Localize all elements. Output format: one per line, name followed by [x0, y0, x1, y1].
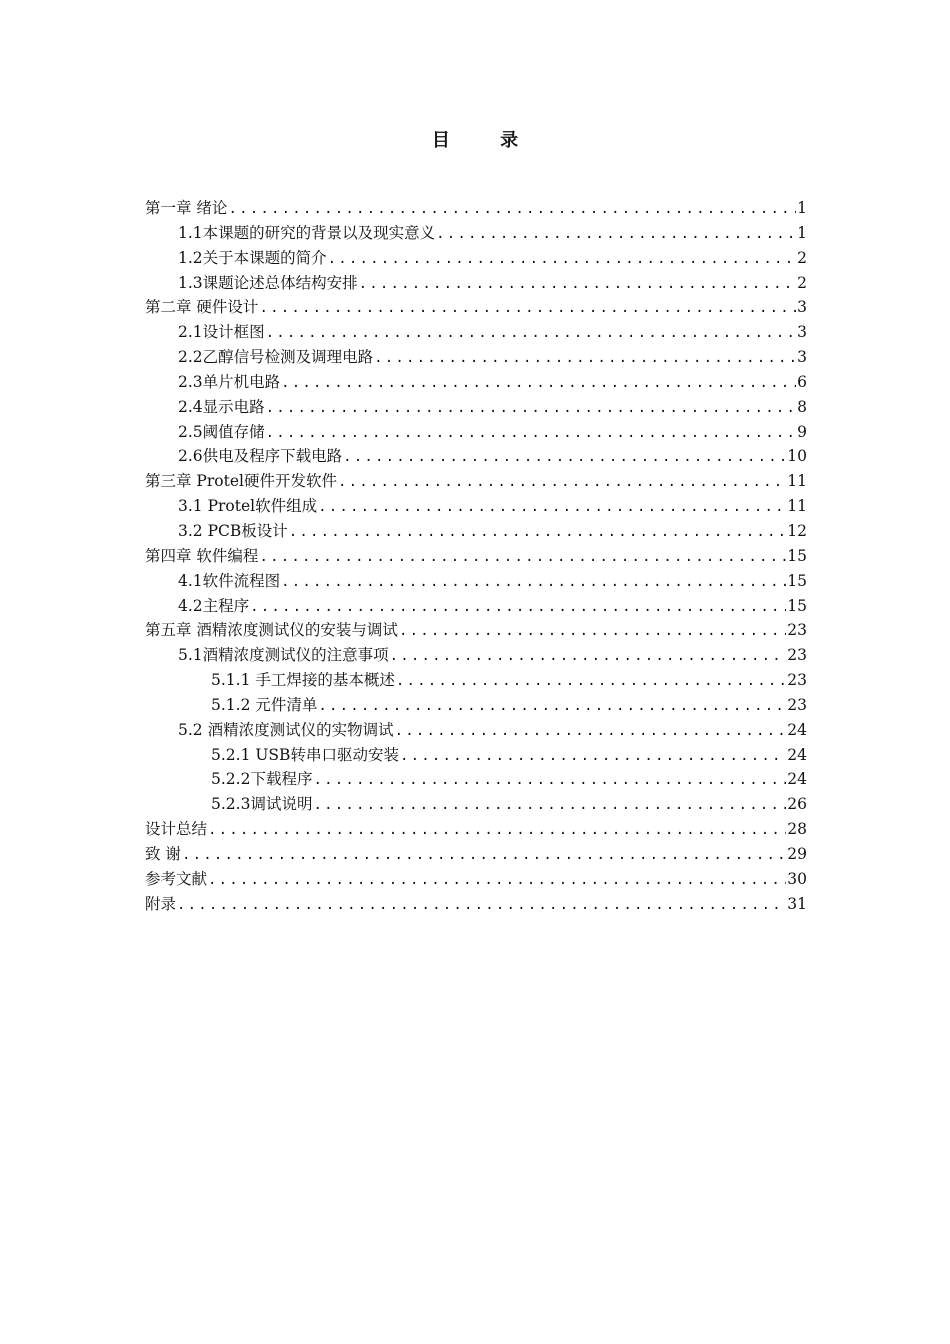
toc-dot-leader: [338, 470, 786, 495]
toc-entry[interactable]: [145, 320, 807, 345]
toc-entry[interactable]: [145, 743, 807, 768]
toc-entry[interactable]: [145, 246, 807, 271]
toc-page-number: 1: [797, 199, 807, 217]
toc-dot-leader: [400, 744, 786, 769]
toc-entry[interactable]: [145, 842, 807, 867]
toc-entry[interactable]: [145, 718, 807, 743]
toc-entry-text: 参考文献: [145, 869, 208, 888]
toc-page-number: 3: [797, 298, 807, 317]
toc-entry-text: 1.1本课题的研究的背景以及现实意义: [178, 223, 436, 242]
toc-entry-text: 1.2关于本课题的简介: [178, 248, 327, 267]
toc-dot-leader: [318, 694, 786, 719]
toc-entry-text: 3.1 Protel软件组成: [178, 497, 318, 516]
toc-entry-text: 3.2 PCB板设计: [178, 521, 288, 540]
toc-entry[interactable]: [145, 370, 807, 395]
toc-dot-leader: [390, 644, 787, 669]
toc-dot-leader: [359, 272, 796, 297]
toc-dot-leader: [250, 595, 786, 620]
toc-dot-leader: [266, 421, 796, 446]
toc-dot-leader: [281, 371, 796, 396]
toc-dot-leader: [208, 868, 786, 893]
toc-entry-text: 第四章 软件编程: [145, 546, 259, 565]
toc-page-number: 6: [797, 372, 807, 391]
toc-page-number: 24: [787, 745, 807, 764]
toc-title: 目 录: [431, 130, 541, 151]
toc-entry-text: 5.2 酒精浓度测试仪的实物调试: [178, 720, 394, 739]
toc-dot-leader: [259, 545, 786, 570]
toc-entry-text: 2.6供电及程序下载电路: [178, 447, 343, 466]
toc-dot-leader: [266, 321, 796, 346]
toc-page-number: 2: [797, 248, 807, 267]
toc-entry-text: 4.1软件流程图: [178, 571, 281, 590]
toc-entry[interactable]: [145, 221, 807, 246]
toc-page-number: 8: [797, 397, 807, 416]
toc-page-number: 12: [787, 521, 807, 540]
toc-entry[interactable]: [145, 618, 807, 643]
toc-entry-text: 2.4显示电路: [178, 397, 265, 416]
toc-entry[interactable]: [145, 345, 807, 370]
toc-page-number: 15: [787, 596, 807, 615]
toc-entry-text: 5.2.2下载程序: [211, 770, 313, 789]
toc-page-number: 3: [797, 323, 807, 342]
toc-entry[interactable]: [145, 469, 807, 494]
toc-entry-text: 附录: [145, 894, 177, 913]
toc-entry[interactable]: [145, 569, 807, 594]
toc-entry[interactable]: [145, 519, 807, 544]
toc-entry-text: 第二章 硬件设计: [145, 298, 259, 317]
toc-dot-leader: [343, 445, 786, 470]
toc-entry[interactable]: [145, 817, 807, 842]
toc-page-number: 23: [787, 671, 807, 690]
toc-dot-leader: [328, 247, 796, 272]
toc-entry-text: 2.1设计框图: [178, 323, 265, 342]
toc-page-number: 10: [787, 447, 807, 466]
toc-page-number: 15: [787, 546, 807, 565]
toc-page-number: 23: [787, 621, 807, 640]
toc-dot-leader: [318, 495, 786, 520]
toc-page-number: 3: [797, 348, 807, 367]
toc-entry-text: 2.5阈值存储: [178, 422, 265, 441]
toc-entry[interactable]: [145, 867, 807, 892]
toc-page-number: 29: [787, 844, 807, 863]
toc-dot-leader: [177, 893, 786, 918]
toc-entry[interactable]: [145, 693, 807, 718]
toc-entry[interactable]: [145, 668, 807, 693]
toc-entry-text: 5.1酒精浓度测试仪的注意事项: [178, 646, 389, 665]
toc-page-number: 23: [787, 695, 807, 714]
toc-dot-leader: [266, 396, 796, 421]
toc-entry-text: 第三章 Protel硬件开发软件: [145, 472, 337, 491]
toc-entry-text: 第五章 酒精浓度测试仪的安装与调试: [145, 621, 398, 640]
toc-dot-leader: [259, 296, 796, 321]
toc-page-number: 26: [787, 795, 807, 814]
table-of-contents: [145, 196, 807, 916]
toc-entry[interactable]: [145, 544, 807, 569]
toc-entry[interactable]: [145, 643, 807, 668]
toc-page-number: 11: [787, 472, 807, 491]
toc-entry[interactable]: [145, 767, 807, 792]
toc-dot-leader: [395, 719, 787, 744]
toc-dot-leader: [313, 768, 786, 793]
toc-dot-leader: [374, 346, 796, 371]
toc-entry[interactable]: [145, 420, 807, 445]
toc-page-number: 11: [787, 497, 807, 516]
toc-page-number: 23: [787, 646, 807, 665]
toc-entry[interactable]: [145, 444, 807, 469]
toc-page-number: 24: [787, 770, 807, 789]
toc-entry[interactable]: [145, 196, 807, 221]
toc-dot-leader: [436, 222, 796, 247]
toc-dot-leader: [289, 520, 787, 545]
toc-page-number: 24: [787, 720, 807, 739]
toc-entry[interactable]: [145, 271, 807, 296]
toc-entry[interactable]: [145, 594, 807, 619]
toc-page-number: 30: [787, 869, 807, 888]
toc-page-number: 31: [787, 894, 807, 913]
toc-dot-leader: [281, 570, 786, 595]
toc-entry[interactable]: [145, 295, 807, 320]
toc-entry-text: 5.1.2 元件清单: [211, 695, 318, 714]
toc-entry-text: 致 谢: [145, 844, 181, 863]
toc-entry-text: 2.3单片机电路: [178, 372, 281, 391]
toc-page-number: 2: [797, 273, 807, 292]
toc-entry[interactable]: [145, 494, 807, 519]
toc-entry-text: 4.2主程序: [178, 596, 250, 615]
toc-entry[interactable]: [145, 792, 807, 817]
toc-dot-leader: [396, 669, 786, 694]
toc-entry[interactable]: [145, 892, 807, 917]
toc-dot-leader: [313, 793, 786, 818]
toc-page-number: 28: [787, 820, 807, 839]
toc-entry-text: 5.2.1 USB转串口驱动安装: [211, 745, 399, 764]
toc-dot-leader: [208, 818, 786, 843]
toc-entry-text: 第一章 绪论: [145, 199, 228, 217]
toc-entry-text: 设计总结: [145, 820, 208, 839]
toc-dot-leader: [399, 619, 786, 644]
toc-page-number: 15: [787, 571, 807, 590]
toc-entry-text: 5.1.1 手工焊接的基本概述: [211, 671, 395, 690]
toc-entry-text: 2.2乙醇信号检测及调理电路: [178, 348, 374, 367]
toc-entry-text: 5.2.3调试说明: [211, 795, 313, 814]
toc-page-number: 1: [797, 223, 807, 242]
toc-dot-leader: [228, 197, 796, 222]
toc-dot-leader: [182, 843, 786, 868]
toc-entry[interactable]: [145, 395, 807, 420]
toc-entry-text: 1.3课题论述总体结构安排: [178, 273, 358, 292]
toc-page-number: 9: [797, 422, 807, 441]
